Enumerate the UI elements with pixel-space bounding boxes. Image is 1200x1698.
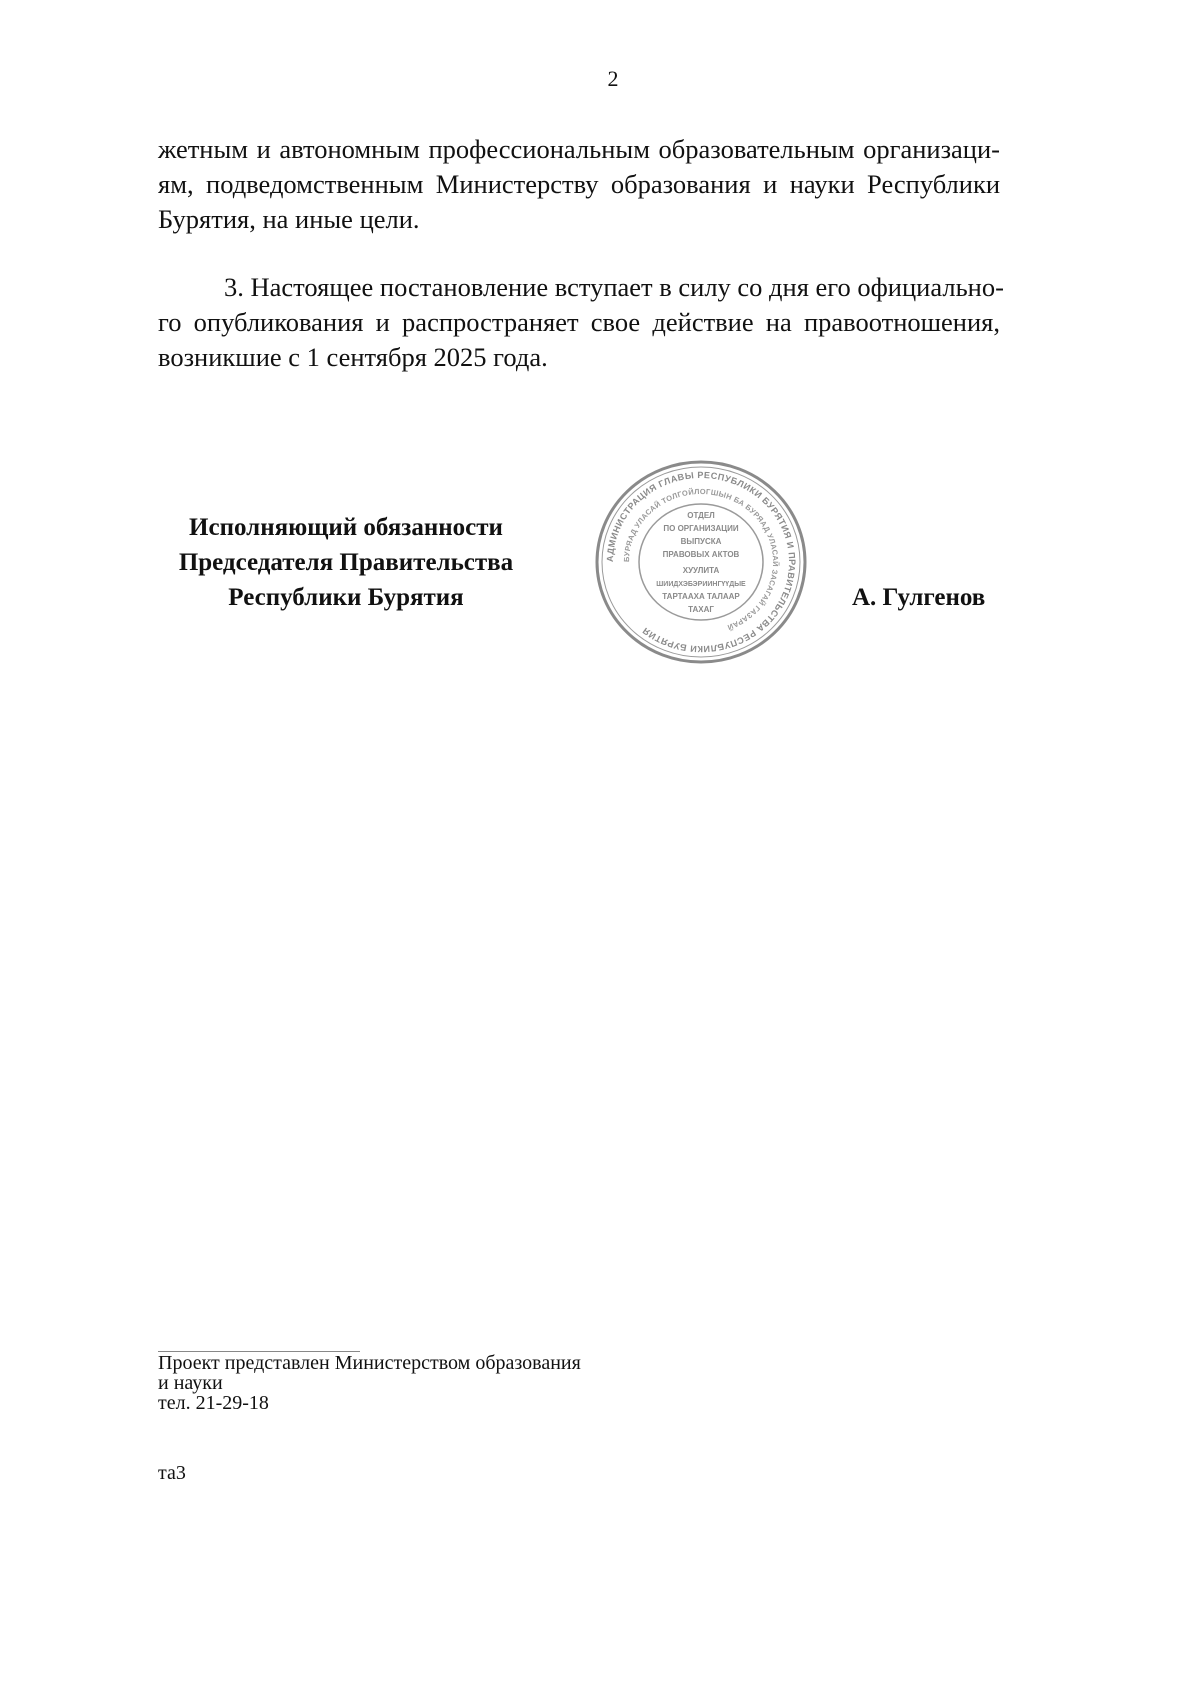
paragraph-line: го опубликования и распространяет свое действие на правоотношения, <box>158 307 1000 337</box>
paragraph-line: ям, подведомственным Министерству образования и науки Республики <box>158 169 1000 199</box>
paragraph-line: жетным и автономным профессиональным образовательным организаци- <box>158 134 1000 164</box>
paragraph-effective-date <box>158 270 1004 375</box>
signatory-name: А. Гулгенов <box>852 584 986 611</box>
signatory-title-line: Республики Бурятия <box>228 584 464 611</box>
svg-text:АДМИНИСТРАЦИЯ ГЛАВЫ РЕСПУБЛИКИ <box>605 470 797 654</box>
stamp-center-line: ТАХАГ <box>688 605 714 614</box>
signatory-title-line: Председателя Правительства <box>178 549 514 576</box>
official-stamp-icon <box>594 458 808 666</box>
stamp-ring-text: АДМИНИСТРАЦИЯ ГЛАВЫ РЕСПУБЛИКИ БУРЯТИЯ И ПРАВИТЕЛЬСТВА РЕСПУБЛИКИ БУРЯТИЯ <box>604 469 798 655</box>
stamp-center-line: ПРАВОВЫХ АКТОВ <box>662 550 740 559</box>
page-number: 2 <box>607 66 619 91</box>
footer-line: и науки <box>158 1372 223 1394</box>
footer-code: та3 <box>158 1462 186 1484</box>
footer-note <box>158 1353 581 1413</box>
stamp-center-line: ОТДЕЛ <box>687 511 715 520</box>
signatory-title-line: Исполняющий обязанности <box>189 514 503 541</box>
paragraph-line: 3. Настоящее постановление вступает в силу со дня его официально- <box>224 272 1004 302</box>
paragraph-line: возникшие с 1 сентября 2025 года. <box>158 342 548 372</box>
stamp-center-line: ХУУЛИТА <box>682 566 720 575</box>
stamp-center-line: ТАРТААХА ТАЛААР <box>662 592 740 601</box>
footer-line: Проект представлен Министерством образования <box>158 1352 581 1374</box>
stamp-center-line: ВЫПУСКА <box>680 537 722 546</box>
stamp-inner-ring-text: БУРЯАД УЛАСАЙ ТОЛГОЙЛОГШЫН БА БУРЯАД УЛАСАЙ ЗАСАГАЙ ГАЗАРАЙ <box>621 486 781 633</box>
signatory-title <box>160 510 532 615</box>
paragraph-line: Бурятия, на иные цели. <box>158 204 420 234</box>
paragraph-funding-purpose <box>158 132 1000 237</box>
stamp-center-line: ПО ОРГАНИЗАЦИИ <box>663 524 739 533</box>
stamp-center-line: ШИИДХЭБЭРИИНГҮҮДЫЕ <box>656 581 746 588</box>
footer-line: тел. 21-29-18 <box>158 1392 269 1414</box>
